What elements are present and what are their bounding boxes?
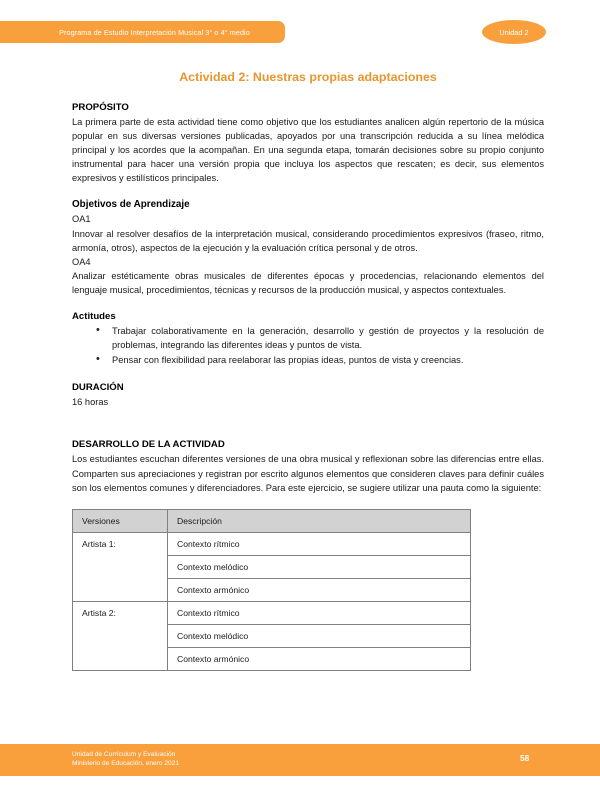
table-cell-descripcion: Contexto melódico [168,555,471,578]
page-title: Actividad 2: Nuestras propias adaptaciones [179,70,437,84]
desarrollo-text: Los estudiantes escuchan diferentes versiones de una obra musical y reflexionan sobre las diferencias entre ellas. Comparten sus apreciaciones y registran por escrito algunos elementos que consideren claves para definir cuáles son los elementos comunes y diferenciadores. Para este ejercicio, se sugiere utilizar una pauta como la siguiente: [72,454,544,493]
actitudes-heading: Actitudes [72,311,116,323]
objetivo-text-oa4: Analizar estéticamente obras musicales de diferentes épocas y procedencias, relacionando elementos del lenguaje musical, procedimientos, técnicas y recursos de la producción musical, y aspectos contextuales. [72,270,544,295]
unit-badge [482,20,546,44]
table-cell-descripcion: Contexto rítmico [168,532,471,555]
duracion-heading: DURACIÓN [72,382,124,394]
table-row [73,532,471,555]
actitudes-list [72,324,544,367]
header-program-label: Programa de Estudio Interpretación Musical 3° o 4° medio [59,27,250,37]
footer-band [0,744,600,776]
objetivos-heading: Objetivos de Aprendizaje [72,199,190,211]
header-band [0,21,285,43]
list-item: • Trabajar colaborativamente en la generación, desarrollo y gestión de proyectos y la resolución de problemas, integrando las diferentes ideas y puntos de vista. [96,324,544,352]
duracion-value: 16 horas [72,397,109,408]
list-item: • Pensar con flexibilidad para reelaborar las propias ideas, puntos de vista y creencias. [96,353,544,367]
footer-line-2: Ministerio de Educación, enero 2021 [72,760,180,768]
table-cell-descripcion: Contexto armónico [168,647,471,670]
objetivo-code-oa1: OA1 [72,214,91,225]
table-cell-descripcion: Contexto melódico [168,624,471,647]
proposito-heading: PROPÓSITO [72,102,129,113]
objetivo-code-oa4: OA4 [72,256,91,267]
page-content [0,62,600,671]
table-header-row [73,509,471,532]
table-cell-descripcion: Contexto armónico [168,578,471,601]
desarrollo-heading: DESARROLLO DE LA ACTIVIDAD [72,439,225,451]
column-header-versiones: Versiones [73,509,168,532]
pauta-table [72,509,471,671]
unit-badge-label: Unidad 2 [499,27,529,37]
table-row [73,601,471,624]
artist-cell: Artista 1: [73,532,168,601]
proposito-text: La primera parte de esta actividad tiene como objetivo que los estudiantes analicen algún repertorio de la música popular en sus diversas versiones publicadas, apoyados por una transcripción reducida a su línea melódica principal y los acordes que la acompañan. En una segunda etapa, tomarán decisiones sobre su propio conjunto instrumental para hacer una versión propia que incluya los aspectos que rescaten; es decir, sus elementos expresivos y estilísticos principales. [72,117,544,184]
column-header-descripcion: Descripción [168,509,471,532]
table-cell-descripcion: Contexto rítmico [168,601,471,624]
footer-institution [72,750,179,769]
objetivo-text-oa1: Innovar al resolver desafíos de la interpretación musical, considerando procedimientos expresivos (fraseo, ritmo, armonía, otros), aspectos de la ejecución y la evaluación crítica personal y de otros. [72,228,544,253]
artist-cell: Artista 2: [73,601,168,670]
page-number: 58 [520,753,530,763]
footer-line-1: Unidad de Currículum y Evaluación [72,751,176,758]
